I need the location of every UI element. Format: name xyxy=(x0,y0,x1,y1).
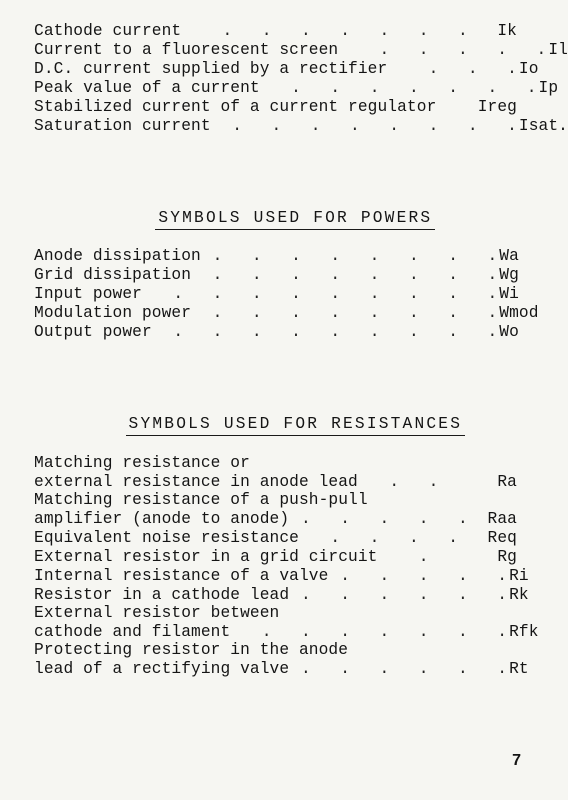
symbol-code: Ik xyxy=(497,22,517,40)
symbol-code: Raa xyxy=(487,510,517,528)
symbol-description: lead of a rectifying valve xyxy=(34,660,290,678)
symbol-row xyxy=(34,41,568,59)
symbol-description: External resistor between xyxy=(34,604,280,622)
symbol-row xyxy=(34,473,517,491)
symbol-code: Wa xyxy=(499,247,519,265)
symbol-row xyxy=(34,548,517,566)
symbol-row xyxy=(34,117,568,135)
symbol-description: Saturation current xyxy=(34,117,211,135)
symbol-code: Req xyxy=(487,529,517,547)
symbol-code: Isat. xyxy=(518,117,568,135)
dot-leader: . . xyxy=(359,473,439,491)
symbol-row xyxy=(34,491,517,509)
symbol-row xyxy=(34,60,539,78)
symbol-code: Io xyxy=(518,60,539,78)
dot-leader: . . . . . . . . xyxy=(193,304,498,322)
symbol-code: Rt xyxy=(509,660,529,678)
section-heading-powers: SYMBOLS USED FOR POWERS xyxy=(0,191,543,248)
symbol-description: Protecting resistor in the anode xyxy=(34,641,349,659)
symbol-row xyxy=(34,323,517,341)
symbol-row xyxy=(34,567,529,585)
symbol-description: Peak value of a current xyxy=(34,79,260,97)
symbol-description: Internal resistance of a valve xyxy=(34,567,329,585)
dot-leader: . . . . . . . xyxy=(232,623,508,641)
symbol-row xyxy=(34,285,517,303)
symbol-row xyxy=(34,247,517,265)
symbol-row xyxy=(34,660,529,678)
symbol-code: Ri xyxy=(509,567,529,585)
symbol-code: Wo xyxy=(499,323,519,341)
symbol-row xyxy=(34,623,539,641)
page-number: 7 xyxy=(512,752,521,769)
symbol-row xyxy=(34,641,517,659)
dot-leader: . . . . xyxy=(300,529,459,547)
symbol-row xyxy=(34,79,559,97)
symbol-description: Resistor in a cathode lead xyxy=(34,586,290,604)
symbol-description: Input power xyxy=(34,285,142,303)
symbol-row xyxy=(34,98,517,116)
dot-leader: . . . . . . . . . xyxy=(153,323,498,341)
symbol-description: Grid dissipation xyxy=(34,266,192,284)
symbol-code: Rk xyxy=(509,586,529,604)
dot-leader: . . . . . . xyxy=(291,586,508,604)
dot-leader: . . . . . . . xyxy=(183,22,468,40)
symbol-code: Wi xyxy=(499,285,519,303)
symbol-row xyxy=(34,604,517,622)
symbol-description: Modulation power xyxy=(34,304,192,322)
symbol-description: Output power xyxy=(34,323,152,341)
symbol-code: Wg xyxy=(499,266,519,284)
symbol-description: Cathode current xyxy=(34,22,182,40)
symbol-description: Matching resistance or xyxy=(34,454,250,472)
symbol-description: Anode dissipation xyxy=(34,247,201,265)
dot-leader: . . . . . . . xyxy=(261,79,537,97)
symbol-row xyxy=(34,454,517,472)
symbol-description: Equivalent noise resistance xyxy=(34,529,299,547)
symbol-description: External resistor in a grid circuit xyxy=(34,548,378,566)
dot-leader: . . . . . xyxy=(330,567,508,585)
symbol-code: Ireg xyxy=(477,98,517,116)
dot-leader: . . . . . . . . xyxy=(212,117,517,135)
symbol-description: cathode and filament xyxy=(34,623,231,641)
symbol-code: Il xyxy=(548,41,568,59)
symbol-description: external resistance in anode lead xyxy=(34,473,358,491)
symbol-description: Current to a fluorescent screen xyxy=(34,41,339,59)
symbol-code: Wmod xyxy=(499,304,539,322)
symbol-row xyxy=(34,22,517,40)
dot-leader: . . . . . xyxy=(291,510,468,528)
dot-leader: . . . . . . . . . xyxy=(143,285,498,303)
symbol-row xyxy=(34,266,517,284)
dot-leader: . xyxy=(379,548,429,566)
symbol-description: Matching resistance of a push-pull xyxy=(34,491,368,509)
symbol-code: Ip xyxy=(538,79,559,97)
symbol-row xyxy=(34,586,529,604)
symbol-row xyxy=(34,510,517,528)
symbol-row xyxy=(34,529,517,547)
symbol-code: Ra xyxy=(497,473,517,491)
symbol-description: Stabilized current of a current regulator xyxy=(34,98,437,116)
symbol-code: Rg xyxy=(497,548,517,566)
symbol-code: Rfk xyxy=(509,623,539,641)
section-heading-resistances: SYMBOLS USED FOR RESISTANCES xyxy=(0,397,543,454)
symbol-row xyxy=(34,304,539,322)
symbol-description: D.C. current supplied by a rectifier xyxy=(34,60,388,78)
dot-leader: . . . . . . xyxy=(291,660,508,678)
dot-leader: . . . . . xyxy=(340,41,547,59)
dot-leader: . . . . . . . . xyxy=(202,247,498,265)
dot-leader: . . . xyxy=(389,60,517,78)
symbol-description: amplifier (anode to anode) xyxy=(34,510,290,528)
dot-leader: . . . . . . . . xyxy=(193,266,498,284)
